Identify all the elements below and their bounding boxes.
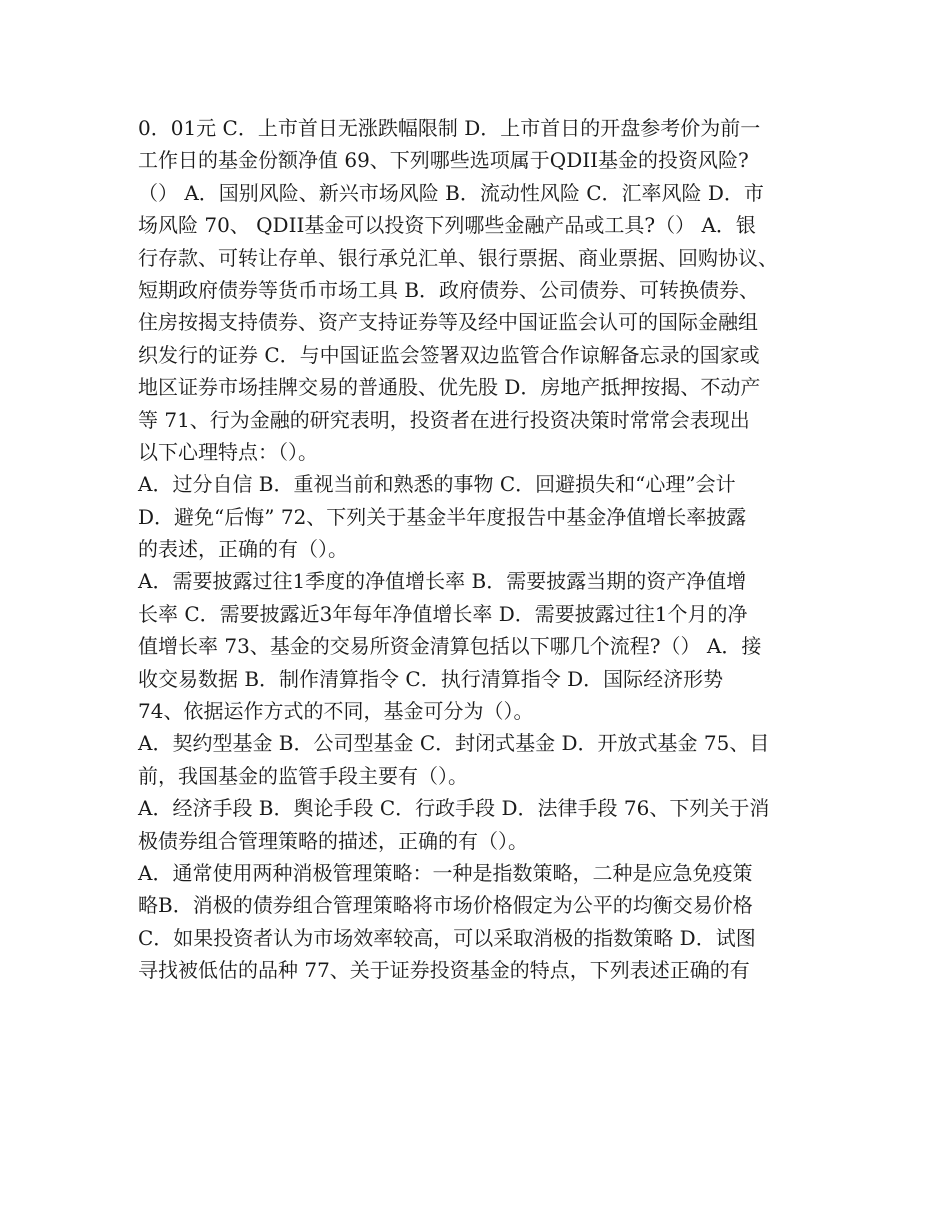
text-line: 场风险 70、 QDII基金可以投资下列哪些金融产品或工具?（） A．银 — [138, 213, 756, 238]
text-line: 的表述，正确的有（）。 — [138, 537, 348, 562]
text-line: D．避免“后悔” 72、下列关于基金半年度报告中基金净值增长率披露 — [138, 504, 747, 529]
text-line: 略B．消极的债券组合管理策略将市场价格假定为公平的均衡交易价格 — [138, 893, 753, 918]
text-line: A．过分自信 B．重视当前和熟悉的事物 C．回避损失和“心理”会计 — [138, 472, 736, 497]
text-line: 住房按揭支持债券、资产支持证券等及经中国证监会认可的国际金融组 — [138, 310, 758, 335]
text-line: 寻找被低估的品种 77、关于证券投资基金的特点，下列表述正确的有 — [138, 958, 750, 983]
text-line: A．契约型基金 B．公司型基金 C．封闭式基金 D．开放式基金 75、目 — [138, 731, 770, 756]
text-line: 0．01元 C．上市首日无涨跌幅限制 D．上市首日的开盘参考价为前一 — [138, 116, 761, 140]
text-line: 等 71、行为金融的研究表明，投资者在进行投资决策时常常会表现出 — [138, 407, 750, 432]
text-line: A．经济手段 B．舆论手段 C．行政手段 D．法律手段 76、下列关于消 — [138, 796, 770, 821]
text-line: 织发行的证券 C．与中国证监会签署双边监管合作谅解备忘录的国家或 — [138, 342, 760, 367]
text-line: 极债券组合管理策略的描述，正确的有（）。 — [138, 828, 528, 853]
text-line: 前，我国基金的监管手段主要有（）。 — [138, 763, 468, 788]
text-line: 74、依据运作方式的不同，基金可分为（）。 — [138, 699, 534, 724]
text-line: 长率 C．需要披露近3年每年净值增长率 D．需要披露过往1个月的净 — [138, 601, 748, 626]
text-line: 工作日的基金份额净值 69、下列哪些选项属于QDII基金的投资风险? — [138, 148, 749, 173]
text-line: A．通常使用两种消极管理策略：一种是指数策略，二种是应急免疫策 — [138, 860, 753, 885]
text-line: 值增长率 73、基金的交易所资金清算包括以下哪几个流程?（） A．接 — [138, 634, 762, 659]
text-line: 地区证券市场挂牌交易的普通股、优先股 D．房地产抵押按揭、不动产 — [138, 375, 761, 400]
text-line: 短期政府债券等货币市场工具 B．政府债券、公司债券、可转换债券、 — [138, 277, 760, 302]
text-line: 以下心理特点：（）。 — [138, 439, 318, 464]
body-text — [138, 112, 828, 987]
text-line: （） A．国别风险、新兴市场风险 B．流动性风险 C．汇率风险 D．市 — [138, 180, 764, 205]
text-line: 收交易数据 B．制作清算指令 C．执行清算指令 D．国际经济形势 — [138, 666, 724, 691]
text-line: 行存款、可转让存单、银行承兑汇单、银行票据、商业票据、回购协议、 — [138, 245, 778, 270]
text-line: C．如果投资者认为市场效率较高，可以采取消极的指数策略 D．试图 — [138, 925, 756, 950]
text-line: A．需要披露过往1季度的净值增长率 B．需要披露当期的资产净值增 — [138, 569, 747, 594]
